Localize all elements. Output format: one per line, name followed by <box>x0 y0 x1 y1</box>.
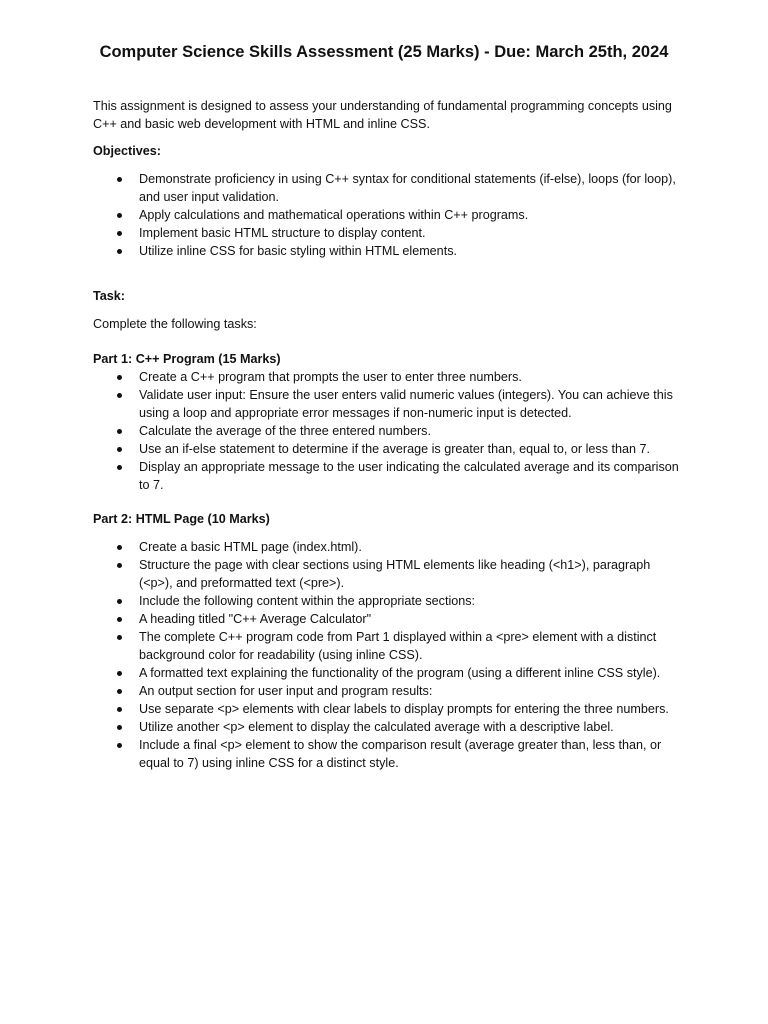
list-item <box>93 664 683 682</box>
document-title: Computer Science Skills Assessment (25 Marks) - Due: March 25th, 2024 <box>99 43 669 61</box>
bullet-icon <box>117 599 122 604</box>
bullet-icon <box>117 375 122 380</box>
list-item <box>93 458 683 494</box>
bullet-icon <box>117 545 122 550</box>
list-item-text: Display an appropriate message to the user indicating the calculated average and its comparison to 7. <box>139 460 679 492</box>
list-item <box>93 422 683 440</box>
bullet-icon <box>117 447 122 452</box>
list-item <box>93 700 683 718</box>
bullet-icon <box>117 213 122 218</box>
bullet-icon <box>117 429 122 434</box>
list-item <box>93 206 683 224</box>
list-item-text: The complete C++ program code from Part 1 displayed within a <pre> element with a distinct background color for readability (using inline CSS). <box>139 630 657 662</box>
list-item-text: Demonstrate proficiency in using C++ syntax for conditional statements (if-else), loops (for loop), and user input validation. <box>139 172 676 204</box>
bullet-icon <box>117 617 122 622</box>
bullet-icon <box>117 231 122 236</box>
bullet-icon <box>117 563 122 568</box>
part1-heading: Part 1: C++ Program (15 Marks) <box>93 352 281 366</box>
part2-list <box>93 538 683 772</box>
list-item-text: Apply calculations and mathematical operations within C++ programs. <box>139 208 529 222</box>
list-item-text: Use separate <p> elements with clear labels to display prompts for entering the three numbers. <box>139 702 669 716</box>
bullet-icon <box>117 465 122 470</box>
list-item <box>93 718 683 736</box>
task-heading: Task: <box>93 289 125 303</box>
part1-list <box>93 368 683 494</box>
list-item-text: Implement basic HTML structure to display content. <box>139 226 426 240</box>
part2-heading: Part 2: HTML Page (10 Marks) <box>93 512 270 526</box>
list-item-text: Structure the page with clear sections using HTML elements like heading (<h1>), paragraph (<p>), and preformatted text (<pre>). <box>139 558 651 590</box>
list-item-text: A formatted text explaining the functionality of the program (using a different inline CSS style). <box>139 666 661 680</box>
list-item <box>93 682 683 700</box>
list-item-text: Include the following content within the appropriate sections: <box>139 594 476 608</box>
list-item-text: Validate user input: Ensure the user enters valid numeric values (integers). You can achieve this using a loop and appropriate error messages if non-numeric input is detected. <box>139 388 673 420</box>
document-body <box>93 97 683 772</box>
bullet-icon <box>117 707 122 712</box>
list-item-text: Utilize another <p> element to display the calculated average with a descriptive label. <box>139 720 614 734</box>
list-item-text: Create a C++ program that prompts the user to enter three numbers. <box>139 370 522 384</box>
list-item-text: Utilize inline CSS for basic styling within HTML elements. <box>139 244 457 258</box>
list-item <box>93 386 683 422</box>
list-item-text: Use an if-else statement to determine if the average is greater than, equal to, or less than 7. <box>139 442 651 456</box>
objectives-list <box>93 170 683 260</box>
list-item <box>93 538 683 556</box>
list-item <box>93 170 683 206</box>
list-item <box>93 242 683 260</box>
list-item-text: An output section for user input and program results: <box>139 684 433 698</box>
list-item <box>93 224 683 242</box>
bullet-icon <box>117 689 122 694</box>
list-item <box>93 592 683 610</box>
bullet-icon <box>117 177 122 182</box>
list-item-text: Calculate the average of the three entered numbers. <box>139 424 431 438</box>
bullet-icon <box>117 743 122 748</box>
list-item-text: Include a final <p> element to show the comparison result (average greater than, less than, or equal to 7) using inline CSS for a distinct style. <box>139 738 662 770</box>
list-item-text: Create a basic HTML page (index.html). <box>139 540 362 554</box>
list-item <box>93 628 683 664</box>
bullet-icon <box>117 393 122 398</box>
list-item <box>93 440 683 458</box>
list-item <box>93 610 683 628</box>
list-item <box>93 556 683 592</box>
list-item-text: A heading titled "C++ Average Calculator" <box>139 612 372 626</box>
bullet-icon <box>117 635 122 640</box>
list-item <box>93 368 683 386</box>
bullet-icon <box>117 725 122 730</box>
bullet-icon <box>117 671 122 676</box>
objectives-heading: Objectives: <box>93 144 161 158</box>
intro-paragraph: This assignment is designed to assess your understanding of fundamental programming concepts using C++ and basic web development with HTML and inline CSS. <box>93 99 672 131</box>
list-item <box>93 736 683 772</box>
bullet-icon <box>117 249 122 254</box>
task-intro: Complete the following tasks: <box>93 317 257 331</box>
